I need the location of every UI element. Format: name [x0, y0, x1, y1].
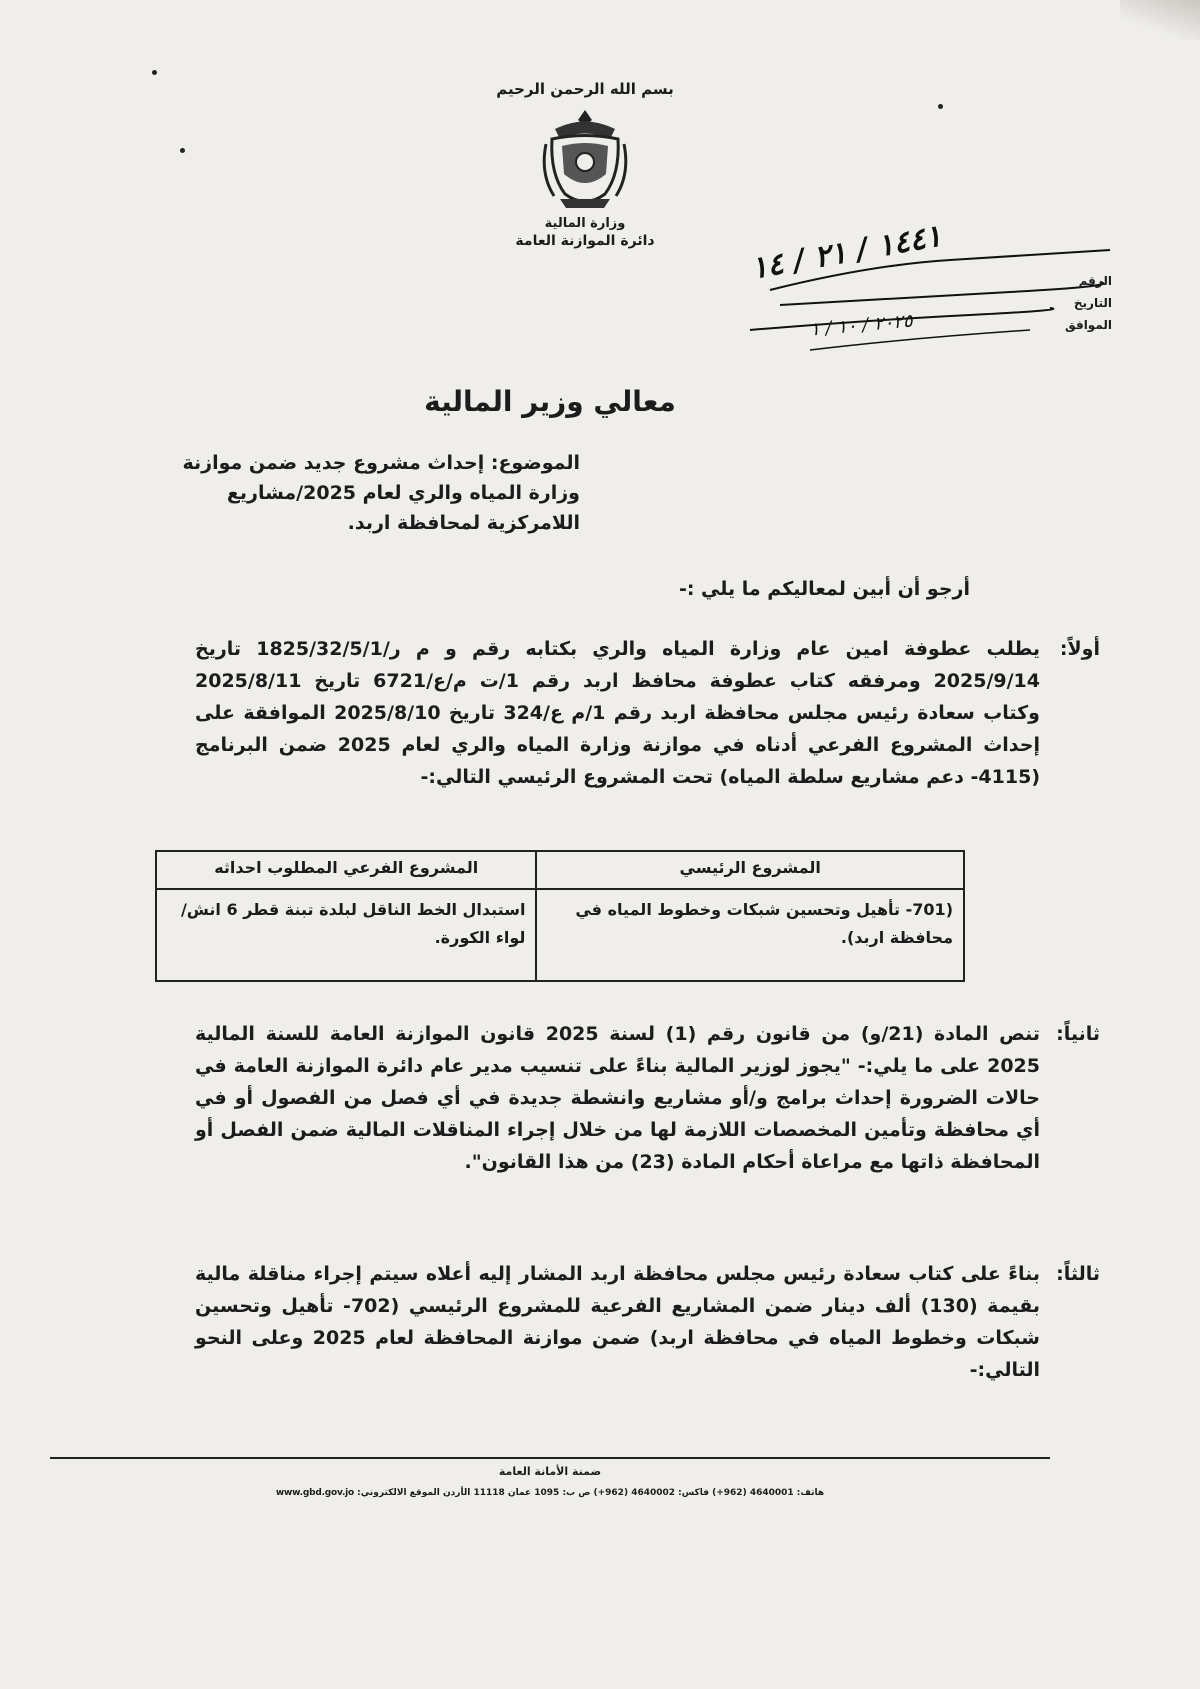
handwritten-reference-number: ١٤٤١ / ٢١ / ١٤ [748, 218, 945, 287]
speck [938, 104, 943, 109]
paragraph-text: تنص المادة (21/و) من قانون رقم (1) لسنة 2025 قانون الموازنة العامة للسنة المالية 2025 على ما يلي:- "يجوز لوزير المالية بناءً على تنسيب مدير عام دائرة الموازنة العامة في حالات الضرورة إحداث برامج و/أو مشاريع وانشطة جديدة في أي فصل من الفصول أو في أي محافظة وتأمين المخصصات اللازمة لها من خلال إجراء المناقلات المالية ضمن الفصل أو المحافظة ذاتها مع مراعاة أحكام المادة (23) من هذا القانون". [195, 1023, 1040, 1173]
speck [180, 148, 185, 153]
subject-text: إحداث مشروع جديد ضمن موازنة وزارة المياه والري لعام 2025/مشاريع اللامركزية لمحافظة اربد. [182, 452, 580, 534]
footer-contact: هاتف: 4640001 (962+) فاكس: 4640002 (962+) ص ب: 1095 عمان 11118 الأردن الموقع الالكتروني: www.gbd.gov.jo [275, 1488, 825, 1498]
subject [150, 448, 580, 538]
letterhead [470, 80, 700, 249]
table-cell-sub-project: استبدال الخط الناقل لبلدة تبنة قطر 6 انش/لواء الكورة. [156, 889, 536, 981]
basmala: بسم الله الرحمن الرحيم [496, 80, 674, 98]
footer-title: ضمنة الأمانة العامة [498, 1465, 602, 1478]
ministry-name: وزارة المالية [544, 216, 626, 231]
paragraph-number: أولاً: [1059, 638, 1100, 660]
footer-divider [50, 1457, 1050, 1459]
paragraph-first [170, 633, 1100, 833]
paragraph-number: ثالثاً: [1056, 1263, 1100, 1285]
projects-table [155, 850, 965, 982]
paragraph-third [170, 1258, 1100, 1408]
ref-label-date: التاريخ [1073, 296, 1112, 310]
table-row [156, 889, 964, 981]
intro-line: أرجو أن أبين لمعاليكم ما يلي :- [678, 578, 970, 600]
subject-label: الموضوع: [490, 452, 580, 474]
paragraph-second [170, 1018, 1100, 1248]
table-header-sub-project: المشروع الفرعي المطلوب احداثه [156, 851, 536, 889]
table-header-main-project: المشروع الرئيسي [536, 851, 964, 889]
paragraph-text: يطلب عطوفة امين عام وزارة المياه والري بكتابه رقم و م ر/1825/32/5/1 تاريخ 2025/9/14 ومرفقه كتاب عطوفة محافظ اربد رقم 1/ت م/ع/6721 تاريخ 2025/8/11 وكتاب سعادة رئيس مجلس محافظة اربد رقم 1/م ع/324 تاريخ 2025/8/10 الموافقة على إحداث المشروع الفرعي أدناه في موازنة وزارة المياه والري لعام 2025 ضمن البرنامج (4115- دعم مشاريع سلطة المياه) تحت المشروع الرئيسي التالي:- [195, 638, 1040, 788]
paragraph-text: بناءً على كتاب سعادة رئيس مجلس محافظة اربد المشار إليه أعلاه سيتم إجراء مناقلة مالية بقيمة (130) ألف دينار ضمن المشاريع الفرعية للمشروع الرئيسي (702- تأهيل وتحسين شبكات وخطوط المياه في محافظة اربد) ضمن موازنة المحافظة لعام 2025 وعلى النحو التالي:- [195, 1263, 1040, 1381]
paragraph-number: ثانياً: [1056, 1023, 1100, 1045]
table-header-row [156, 851, 964, 889]
department-name: دائرة الموازنة العامة [515, 233, 655, 249]
page-fold [1120, 0, 1200, 40]
handwritten-date: ٢٠٢٥ / ١٠ / ١ [809, 310, 914, 341]
salutation: معالي وزير المالية [424, 385, 676, 418]
speck [152, 70, 157, 75]
reference-labels [1065, 270, 1112, 336]
coat-of-arms-icon [540, 104, 630, 214]
reference-block [750, 220, 1120, 365]
ref-label-corresponding: الموافق [1065, 318, 1112, 332]
table-cell-main-project: (701- تأهيل وتحسين شبكات وخطوط المياه في محافظة اربد). [536, 889, 964, 981]
ref-label-number: الرقم [1078, 274, 1112, 288]
